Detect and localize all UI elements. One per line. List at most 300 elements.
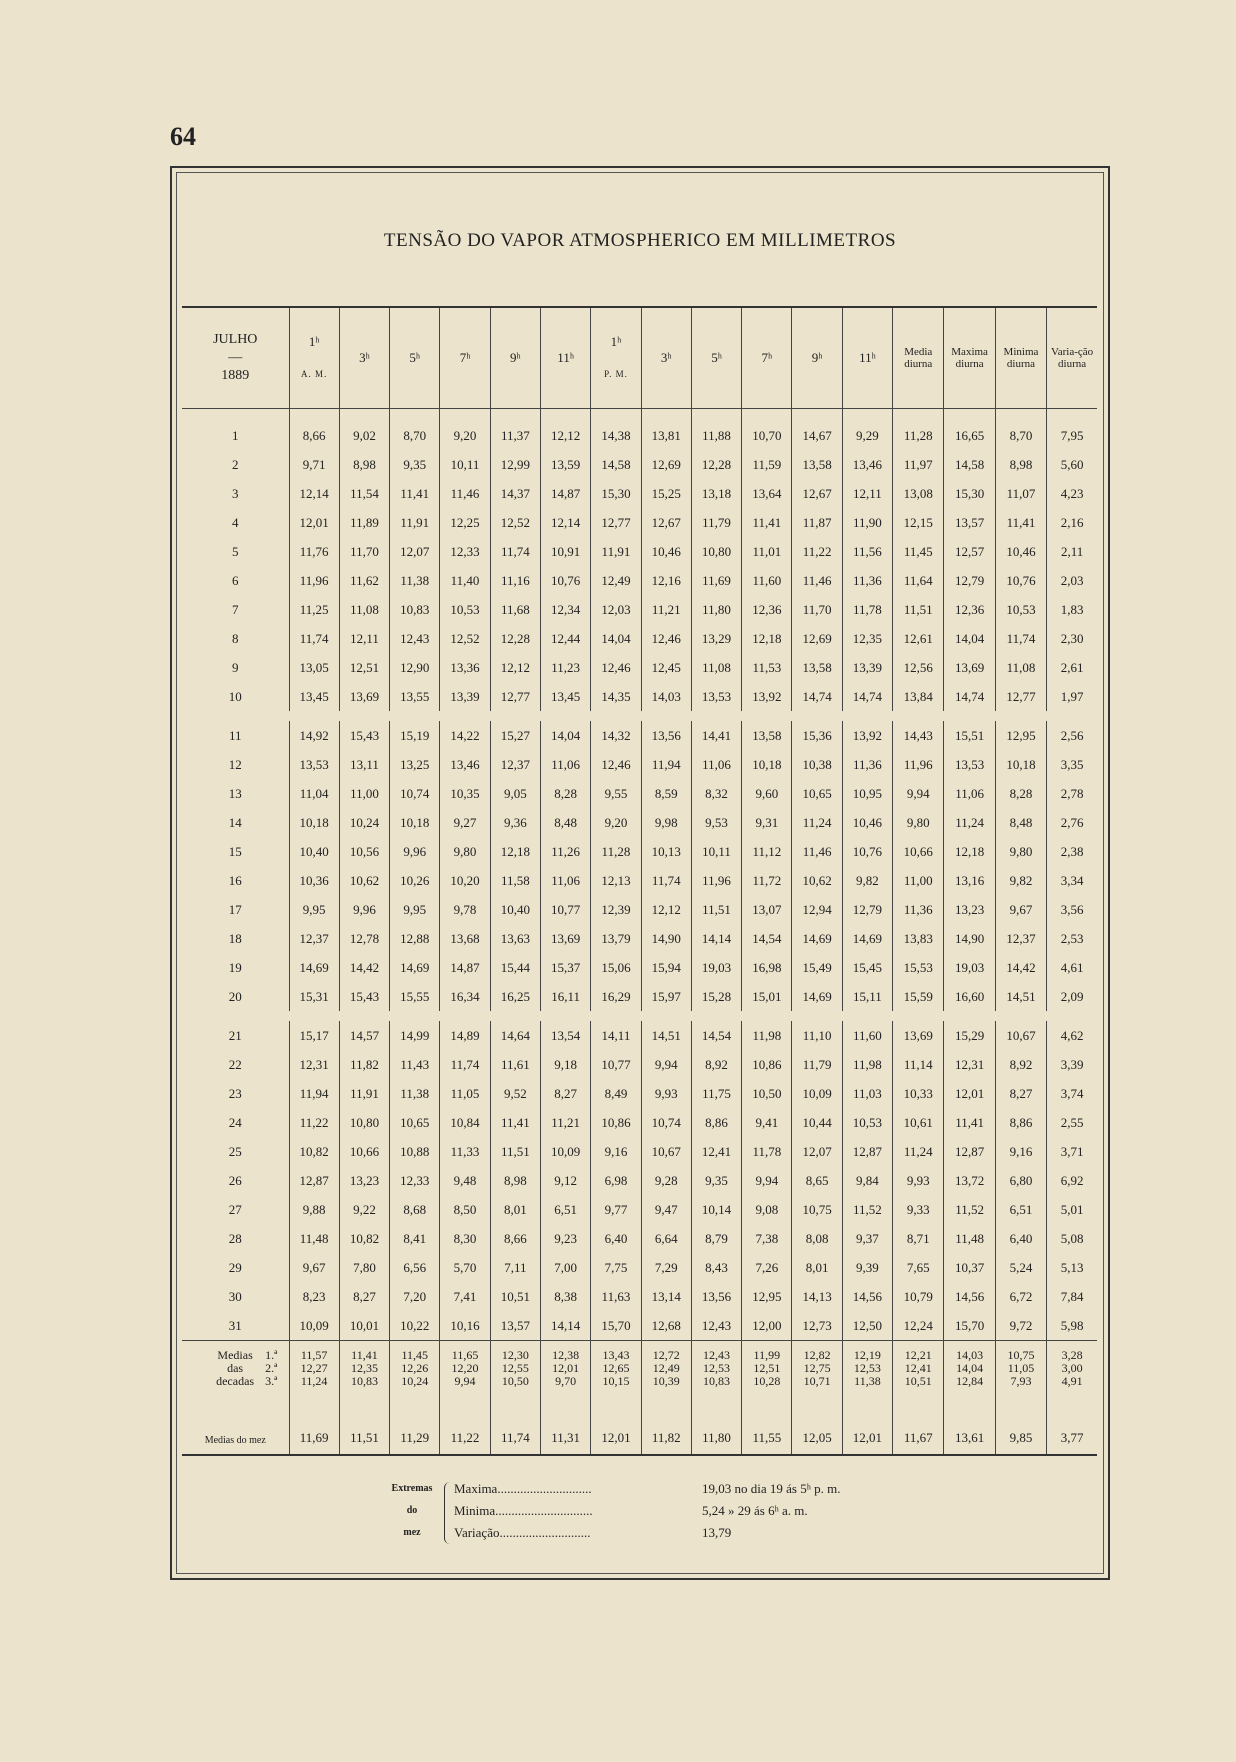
hour-header: 3ʰ	[339, 307, 389, 409]
table-cell: 16,29	[591, 982, 641, 1011]
table-cell: 10,22	[390, 1311, 440, 1341]
table-cell: 12,33	[440, 537, 490, 566]
table-cell: 12,77	[995, 682, 1046, 711]
table-row	[182, 953, 1097, 982]
decade-cell	[641, 1341, 691, 1397]
table-cell: 14,35	[591, 682, 641, 711]
month-average-cell: 11,69	[289, 1396, 339, 1455]
table-cell: 8,98	[339, 450, 389, 479]
decade-value: 7,93	[1010, 1374, 1032, 1388]
table-cell: 11,00	[893, 866, 944, 895]
table-cell: 11,90	[842, 508, 892, 537]
table-cell: 12,69	[641, 450, 691, 479]
table-cell: 5,13	[1047, 1253, 1097, 1282]
day-number: 6	[232, 572, 239, 588]
table-cell: 5,24	[995, 1253, 1046, 1282]
day-number: 29	[228, 1259, 242, 1275]
table-cell: 15,97	[641, 982, 691, 1011]
table-row	[182, 1282, 1097, 1311]
table-cell: 11,76	[289, 537, 339, 566]
table-cell: 11,36	[842, 750, 892, 779]
table-cell: 9,52	[490, 1079, 540, 1108]
month-average-cell: 11,74	[490, 1396, 540, 1455]
table-cell: 14,87	[440, 953, 490, 982]
table-cell: 9,37	[842, 1224, 892, 1253]
decade-value: 12,49	[652, 1361, 680, 1375]
table-cell: 11,58	[490, 866, 540, 895]
table-cell: 10,11	[440, 450, 490, 479]
table-cell: 11,91	[339, 1079, 389, 1108]
table-cell: 11,96	[691, 866, 741, 895]
table-row	[182, 1050, 1097, 1079]
table-cell: 13,59	[541, 450, 591, 479]
table-row	[182, 479, 1097, 508]
table-cell: 10,20	[440, 866, 490, 895]
month-label: JULHO	[213, 332, 258, 347]
decade-cell	[390, 1341, 440, 1397]
table-cell: 11,23	[541, 653, 591, 682]
table-row	[182, 1195, 1097, 1224]
decade-gap	[182, 711, 1097, 721]
table-cell: 13,53	[691, 682, 741, 711]
table-cell: 10,18	[742, 750, 792, 779]
table-cell: 12,16	[641, 566, 691, 595]
table-cell: 9,55	[591, 779, 641, 808]
table-cell: 13,72	[944, 1166, 995, 1195]
decade-value: 14,04	[956, 1361, 984, 1375]
table-cell: 7,80	[339, 1253, 389, 1282]
table-cell: 13,14	[641, 1282, 691, 1311]
day-number: 5	[232, 543, 239, 559]
decade-value: 12,75	[803, 1361, 831, 1375]
table-cell: 15,11	[842, 982, 892, 1011]
table-cell: 9,33	[893, 1195, 944, 1224]
extremes-names	[454, 1478, 593, 1544]
decade-value: 12,20	[451, 1361, 479, 1375]
decade-value: 9,70	[555, 1374, 577, 1388]
table-cell: 9,93	[641, 1079, 691, 1108]
day-number: 9	[232, 659, 239, 675]
decade-value: 12,65	[602, 1361, 630, 1375]
table-cell: 11,98	[842, 1050, 892, 1079]
media-header: Media diurna	[893, 307, 944, 409]
table-cell: 11,01	[742, 537, 792, 566]
decade-cell	[541, 1341, 591, 1397]
table-cell: 10,35	[440, 779, 490, 808]
table-cell: 8,08	[792, 1224, 842, 1253]
table-cell: 12,34	[541, 595, 591, 624]
table-cell: 13,54	[541, 1021, 591, 1050]
table-cell: 5,98	[1047, 1311, 1097, 1341]
extremes-brace	[444, 1482, 451, 1544]
table-cell: 13,23	[944, 895, 995, 924]
table-cell: 13,84	[893, 682, 944, 711]
table-cell: 10,18	[289, 808, 339, 837]
table-cell: 12,94	[792, 895, 842, 924]
table-row	[182, 1253, 1097, 1282]
month-average-cell: 13,61	[944, 1396, 995, 1455]
table-cell: 11,41	[742, 508, 792, 537]
table-cell: 10,80	[339, 1108, 389, 1137]
table-cell: 9,82	[995, 866, 1046, 895]
table-cell: 11,43	[390, 1050, 440, 1079]
table-cell: 11,46	[792, 566, 842, 595]
table-cell: 12,24	[893, 1311, 944, 1341]
day-number: 26	[228, 1172, 242, 1188]
table-cell: 10,86	[591, 1108, 641, 1137]
decade-value: 13,43	[602, 1348, 630, 1362]
table-cell: 8,50	[440, 1195, 490, 1224]
table-cell: 14,58	[591, 450, 641, 479]
table-cell: 13,46	[440, 750, 490, 779]
table-cell: 11,61	[490, 1050, 540, 1079]
table-cell: 13,25	[390, 750, 440, 779]
table-cell: 12,36	[944, 595, 995, 624]
table-cell: 8,49	[591, 1079, 641, 1108]
table-cell: 12,39	[591, 895, 641, 924]
table-cell: 15,44	[490, 953, 540, 982]
table-cell: 10,82	[339, 1224, 389, 1253]
table-cell: 9,39	[842, 1253, 892, 1282]
month-average-cell: 9,85	[995, 1396, 1046, 1455]
table-cell: 14,69	[842, 924, 892, 953]
table-cell: 11,98	[742, 1021, 792, 1050]
table-row	[182, 982, 1097, 1011]
table-cell: 11,14	[893, 1050, 944, 1079]
table-cell: 8,98	[995, 450, 1046, 479]
table-cell: 7,20	[390, 1282, 440, 1311]
table-cell: 10,18	[995, 750, 1046, 779]
table-cell: 11,63	[591, 1282, 641, 1311]
table-cell: 12,41	[691, 1137, 741, 1166]
table-cell: 13,69	[944, 653, 995, 682]
decade-averages	[182, 1341, 1097, 1397]
table-cell: 10,95	[842, 779, 892, 808]
table-cell: 10,84	[440, 1108, 490, 1137]
table-cell: 12,68	[641, 1311, 691, 1341]
table-cell: 14,90	[944, 924, 995, 953]
table-cell: 8,98	[490, 1166, 540, 1195]
table-cell: 13,18	[691, 479, 741, 508]
decade-value: 10,39	[652, 1374, 680, 1388]
table-cell: 13,64	[742, 479, 792, 508]
table-cell: 14,04	[591, 624, 641, 653]
month-average-cell: 11,51	[339, 1396, 389, 1455]
table-cell: 8,79	[691, 1224, 741, 1253]
table-cell: 2,30	[1047, 624, 1097, 653]
table-cell: 12,33	[390, 1166, 440, 1195]
hour-header: 9ʰ	[792, 307, 842, 409]
variacao-header: Varia-ção diurna	[1047, 307, 1097, 409]
decade-value: 10,24	[401, 1374, 429, 1388]
table-cell: 11,24	[944, 808, 995, 837]
table-cell: 9,35	[390, 450, 440, 479]
decade-cell	[289, 1341, 339, 1397]
table-cell: 10,24	[339, 808, 389, 837]
table-cell: 14,14	[691, 924, 741, 953]
decade-value: 10,28	[753, 1374, 781, 1388]
table-cell: 11,22	[792, 537, 842, 566]
table-cell: 7,00	[541, 1253, 591, 1282]
table-cell: 9,16	[995, 1137, 1046, 1166]
table-cell: 12,77	[591, 508, 641, 537]
table-cell: 11,74	[641, 866, 691, 895]
table-cell: 11,70	[792, 595, 842, 624]
table-cell: 13,53	[944, 750, 995, 779]
month-average-cell: 12,01	[591, 1396, 641, 1455]
table-cell: 9,27	[440, 808, 490, 837]
table-cell: 12,37	[995, 924, 1046, 953]
table-cell: 2,03	[1047, 566, 1097, 595]
day-number: 25	[228, 1143, 242, 1159]
table-cell: 11,10	[792, 1021, 842, 1050]
table-cell: 11,51	[691, 895, 741, 924]
table-cell: 9,93	[893, 1166, 944, 1195]
table-cell: 10,44	[792, 1108, 842, 1137]
header-row	[182, 307, 1097, 409]
table-cell: 10,82	[289, 1137, 339, 1166]
table-cell: 14,89	[440, 1021, 490, 1050]
table-cell: 14,51	[995, 982, 1046, 1011]
table-cell: 14,43	[893, 721, 944, 750]
table-cell: 12,95	[995, 721, 1046, 750]
table-cell: 7,26	[742, 1253, 792, 1282]
table-cell: 12,61	[893, 624, 944, 653]
table-cell: 12,12	[541, 409, 591, 451]
hour-header: 5ʰ	[691, 307, 741, 409]
table-cell: 14,92	[289, 721, 339, 750]
table-row	[182, 1108, 1097, 1137]
table-cell: 8,30	[440, 1224, 490, 1253]
table-cell: 12,90	[390, 653, 440, 682]
decade-value: 10,50	[501, 1374, 529, 1388]
month-header	[182, 307, 289, 409]
table-cell: 10,18	[390, 808, 440, 837]
table-cell: 8,01	[792, 1253, 842, 1282]
table-cell: 15,49	[792, 953, 842, 982]
table-cell: 4,23	[1047, 479, 1097, 508]
decade-value: 12,30	[501, 1348, 529, 1362]
table-cell: 6,92	[1047, 1166, 1097, 1195]
table-cell: 11,08	[995, 653, 1046, 682]
day-number: 28	[228, 1230, 242, 1246]
day-number: 12	[228, 756, 242, 772]
table-cell: 12,87	[289, 1166, 339, 1195]
table-cell: 10,50	[742, 1079, 792, 1108]
decade-cell	[742, 1341, 792, 1397]
table-cell: 5,60	[1047, 450, 1097, 479]
table-cell: 9,80	[440, 837, 490, 866]
table-cell: 10,88	[390, 1137, 440, 1166]
table-cell: 7,75	[591, 1253, 641, 1282]
table-row	[182, 1137, 1097, 1166]
table-cell: 9,36	[490, 808, 540, 837]
table-cell: 10,67	[641, 1137, 691, 1166]
table-cell: 12,31	[289, 1050, 339, 1079]
table-cell: 14,74	[792, 682, 842, 711]
table-cell: 14,87	[541, 479, 591, 508]
table-cell: 4,61	[1047, 953, 1097, 982]
table-cell: 11,94	[289, 1079, 339, 1108]
table-cell: 12,88	[390, 924, 440, 953]
table-cell: 13,55	[390, 682, 440, 711]
table-cell: 9,20	[440, 409, 490, 451]
pm-label: P. M.	[604, 369, 628, 379]
table-cell: 2,38	[1047, 837, 1097, 866]
table-cell: 12,87	[842, 1137, 892, 1166]
decade-value: 10,51	[904, 1374, 932, 1388]
table-cell: 11,82	[339, 1050, 389, 1079]
table-cell: 6,40	[995, 1224, 1046, 1253]
table-cell: 11,78	[742, 1137, 792, 1166]
table-row	[182, 624, 1097, 653]
extremes-label: Extremas do mez	[391, 1483, 433, 1538]
table-cell: 11,74	[440, 1050, 490, 1079]
table-cell: 10,40	[289, 837, 339, 866]
month-average-label: Medias do mez	[182, 1396, 289, 1455]
table-cell: 9,28	[641, 1166, 691, 1195]
table-cell: 11,62	[339, 566, 389, 595]
table-cell: 13,58	[792, 450, 842, 479]
table-cell: 9,82	[842, 866, 892, 895]
table-cell: 12,45	[641, 653, 691, 682]
hour-header: 7ʰ	[440, 307, 490, 409]
table-cell: 15,25	[641, 479, 691, 508]
table-cell: 9,47	[641, 1195, 691, 1224]
table-cell: 8,66	[289, 409, 339, 451]
day-number: 31	[228, 1317, 242, 1333]
table-cell: 5,01	[1047, 1195, 1097, 1224]
table-cell: 16,25	[490, 982, 540, 1011]
month-average-cell: 11,82	[641, 1396, 691, 1455]
table-row	[182, 1166, 1097, 1195]
table-cell: 13,05	[289, 653, 339, 682]
hour-header: 9ʰ	[490, 307, 540, 409]
table-cell: 11,74	[289, 624, 339, 653]
table-cell: 9,67	[995, 895, 1046, 924]
table-cell: 14,57	[339, 1021, 389, 1050]
table-cell: 10,46	[995, 537, 1046, 566]
page-number: 64	[170, 122, 196, 151]
table-cell: 11,36	[842, 566, 892, 595]
table-cell: 10,86	[742, 1050, 792, 1079]
table-cell: 11,46	[792, 837, 842, 866]
table-cell: 8,43	[691, 1253, 741, 1282]
table-cell: 13,79	[591, 924, 641, 953]
table-cell: 14,03	[641, 682, 691, 711]
table-cell: 13,81	[641, 409, 691, 451]
table-cell: 10,46	[641, 537, 691, 566]
table-cell: 11,06	[541, 866, 591, 895]
table-cell: 6,64	[641, 1224, 691, 1253]
table-cell: 12,03	[591, 595, 641, 624]
table-cell: 6,51	[995, 1195, 1046, 1224]
table-cell: 11,28	[893, 409, 944, 451]
table-cell: 14,99	[390, 1021, 440, 1050]
table-cell: 15,28	[691, 982, 741, 1011]
table-cell: 14,54	[742, 924, 792, 953]
table-row	[182, 837, 1097, 866]
day-number: 4	[232, 514, 239, 530]
month-dash: —	[228, 350, 243, 365]
table-cell: 10,09	[541, 1137, 591, 1166]
month-average	[182, 1396, 1097, 1455]
table-row	[182, 409, 1097, 451]
gap-cell	[182, 711, 1097, 721]
table-cell: 13,69	[339, 682, 389, 711]
table-cell: 12,57	[944, 537, 995, 566]
table-cell: 11,06	[691, 750, 741, 779]
table-cell: 10,76	[842, 837, 892, 866]
table-cell: 12,37	[289, 924, 339, 953]
hour-header: 7ʰ	[742, 307, 792, 409]
table-cell: 11,79	[691, 508, 741, 537]
table-cell: 9,96	[339, 895, 389, 924]
table-cell: 9,98	[641, 808, 691, 837]
table-cell: 12,12	[641, 895, 691, 924]
decade-cell	[893, 1341, 944, 1397]
table-cell: 14,69	[289, 953, 339, 982]
table-cell: 8,66	[490, 1224, 540, 1253]
table-cell: 12,46	[591, 750, 641, 779]
table-cell: 11,41	[490, 1108, 540, 1137]
table-cell: 8,27	[995, 1079, 1046, 1108]
table-cell: 12,18	[944, 837, 995, 866]
decade-value: 9,94	[454, 1374, 476, 1388]
table-cell: 14,69	[792, 924, 842, 953]
table-row	[182, 566, 1097, 595]
table-row	[182, 895, 1097, 924]
table-cell: 12,49	[591, 566, 641, 595]
table-cell: 12,87	[944, 1137, 995, 1166]
table-cell: 9,60	[742, 779, 792, 808]
table-cell: 10,09	[792, 1079, 842, 1108]
table-cell: 15,37	[541, 953, 591, 982]
table-cell: 9,80	[995, 837, 1046, 866]
table-cell: 12,00	[742, 1311, 792, 1341]
table-cell: 3,56	[1047, 895, 1097, 924]
hour-header: 11ʰ	[842, 307, 892, 409]
table-cell: 10,66	[893, 837, 944, 866]
decade-value: 12,43	[703, 1348, 731, 1362]
table-row	[182, 779, 1097, 808]
table-cell: 15,27	[490, 721, 540, 750]
table-cell: 12,44	[541, 624, 591, 653]
table-cell: 12,79	[944, 566, 995, 595]
table-cell: 15,17	[289, 1021, 339, 1050]
decade-label-2: das	[227, 1361, 244, 1375]
decade-gap	[182, 1011, 1097, 1021]
table-cell: 12,52	[490, 508, 540, 537]
decade-value: 4,91	[1061, 1374, 1083, 1388]
decade-cell	[339, 1341, 389, 1397]
extremes-var-value: 13,79	[702, 1525, 732, 1540]
table-cell: 11,97	[893, 450, 944, 479]
table-cell: 15,59	[893, 982, 944, 1011]
decade-value: 3,28	[1061, 1348, 1083, 1362]
table-row	[182, 653, 1097, 682]
month-average-cell: 3,77	[1047, 1396, 1097, 1455]
table-cell: 14,11	[591, 1021, 641, 1050]
table-cell: 11,41	[995, 508, 1046, 537]
table-cell: 12,51	[339, 653, 389, 682]
table-cell: 14,90	[641, 924, 691, 953]
table-cell: 11,37	[490, 409, 540, 451]
table-cell: 11,60	[842, 1021, 892, 1050]
table-cell: 11,12	[742, 837, 792, 866]
table-cell: 12,56	[893, 653, 944, 682]
table-cell: 11,74	[490, 537, 540, 566]
